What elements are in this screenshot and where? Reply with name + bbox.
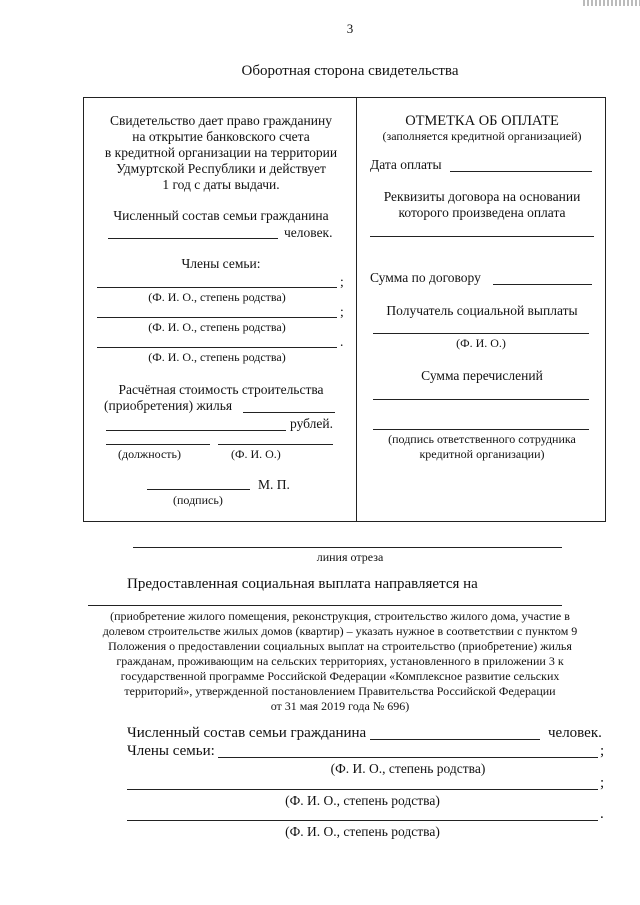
- stamp-label: М. П.: [258, 477, 290, 492]
- payment-heading: ОТМЕТКА ОБ ОПЛАТЕ: [405, 113, 559, 129]
- explanation-line-7: от 31 мая 2019 года № 696): [270, 699, 410, 713]
- officer-signature-caption-1: (подпись ответственного сотрудника: [388, 432, 576, 446]
- position-field[interactable]: [106, 444, 210, 445]
- members-label: Члены семьи:: [181, 256, 261, 271]
- member-1-semicolon: ;: [340, 274, 344, 289]
- member-2-field[interactable]: [97, 317, 337, 318]
- member-3-period-bottom: .: [600, 806, 604, 822]
- member-3-field[interactable]: [97, 347, 337, 348]
- member-3-field-bottom[interactable]: [127, 820, 598, 821]
- rights-line-1: Свидетельство дает право гражданину: [110, 113, 332, 128]
- payment-date-label: Дата оплаты: [370, 157, 442, 172]
- direction-label: Предоставленная социальная выплата направляется на: [127, 576, 478, 592]
- contract-sum-field[interactable]: [493, 284, 592, 285]
- page-number: 3: [346, 21, 354, 36]
- member-2-caption: (Ф. И. О., степень родства): [148, 320, 286, 334]
- member-2-field-bottom[interactable]: [127, 789, 598, 790]
- contract-line-2: которого произведена оплата: [398, 205, 566, 220]
- contract-details-field[interactable]: [370, 236, 594, 237]
- transfer-sum-label: Сумма перечислений: [421, 368, 543, 383]
- family-count-label: Численный состав семьи гражданина: [113, 208, 329, 223]
- cut-line-label: линия отреза: [316, 550, 384, 564]
- payment-date-field[interactable]: [450, 171, 592, 172]
- cost-field-2[interactable]: [106, 430, 286, 431]
- member-2-semicolon: ;: [340, 304, 344, 319]
- box-divider: [356, 97, 357, 522]
- family-count-field[interactable]: [108, 238, 278, 239]
- members-label-bottom: Члены семьи:: [127, 743, 215, 759]
- member-1-caption-bottom: (Ф. И. О., степень родства): [330, 761, 486, 776]
- official-name-caption: (Ф. И. О.): [231, 447, 281, 461]
- cost-field-1[interactable]: [243, 412, 335, 413]
- cost-line-1: Расчётная стоимость строительства: [118, 382, 324, 397]
- member-1-caption: (Ф. И. О., степень родства): [148, 290, 286, 304]
- explanation-line-2: долевом строительстве жилых домов (квартир) – указать нужное в соответствии с пунктом 9: [102, 624, 578, 638]
- scan-edge-mark: [583, 0, 640, 6]
- signature-field[interactable]: [147, 489, 250, 490]
- page-title: Оборотная сторона свидетельства: [241, 63, 459, 79]
- explanation-line-5: государственной программе Российской Федерации «Комплексное развитие сельских: [120, 669, 560, 683]
- member-2-semicolon-bottom: ;: [600, 775, 605, 791]
- member-3-caption: (Ф. И. О., степень родства): [148, 350, 286, 364]
- rights-line-2: на открытие банковского счета: [132, 129, 310, 144]
- direction-field[interactable]: [88, 605, 562, 606]
- member-1-semicolon-bottom: ;: [600, 743, 605, 759]
- signature-caption: (подпись): [173, 493, 223, 507]
- transfer-sum-field[interactable]: [373, 399, 589, 400]
- cut-line: [133, 547, 562, 548]
- officer-signature-field[interactable]: [373, 429, 589, 430]
- family-count-field-bottom[interactable]: [370, 739, 540, 740]
- member-2-caption-bottom: (Ф. И. О., степень родства): [285, 793, 440, 808]
- recipient-field[interactable]: [373, 333, 589, 334]
- rubles-label: рублей.: [290, 416, 334, 431]
- cost-line-2: (приобретения) жилья: [104, 398, 233, 413]
- member-3-period: .: [340, 334, 344, 349]
- explanation-line-3: Положения о предоставлении социальных выплат на строительство (приобретение) жилья: [108, 639, 572, 653]
- member-1-field-bottom[interactable]: [218, 757, 598, 758]
- people-suffix: человек.: [284, 225, 333, 240]
- rights-line-3: в кредитной организации на территории: [104, 145, 338, 160]
- family-count-label-bottom: Численный состав семьи гражданина: [127, 725, 367, 741]
- explanation-line-6: территорий», утвержденной постановлением Правительства Российской Федерации: [124, 684, 556, 698]
- member-3-caption-bottom: (Ф. И. О., степень родства): [285, 824, 440, 839]
- official-name-field[interactable]: [218, 444, 333, 445]
- payment-subheading: (заполняется кредитной организацией): [382, 129, 582, 143]
- explanation-line-1: (приобретение жилого помещения, реконструкция, строительство жилого дома, участие в: [110, 609, 570, 623]
- position-caption: (должность): [118, 447, 181, 461]
- member-1-field[interactable]: [97, 287, 337, 288]
- contract-sum-label: Сумма по договору: [370, 270, 481, 285]
- recipient-caption: (Ф. И. О.): [456, 336, 506, 350]
- contract-line-1: Реквизиты договора на основании: [383, 189, 581, 204]
- officer-signature-caption-2: кредитной организации): [419, 447, 545, 461]
- explanation-line-4: гражданам, проживающим на сельских территориях, установленного в приложении 3 к: [116, 654, 564, 668]
- people-suffix-bottom: человек.: [548, 725, 602, 741]
- rights-line-4: Удмуртской Республики и действует: [116, 161, 326, 176]
- recipient-label: Получатель социальной выплаты: [386, 303, 578, 318]
- rights-line-5: 1 год с даты выдачи.: [162, 177, 280, 192]
